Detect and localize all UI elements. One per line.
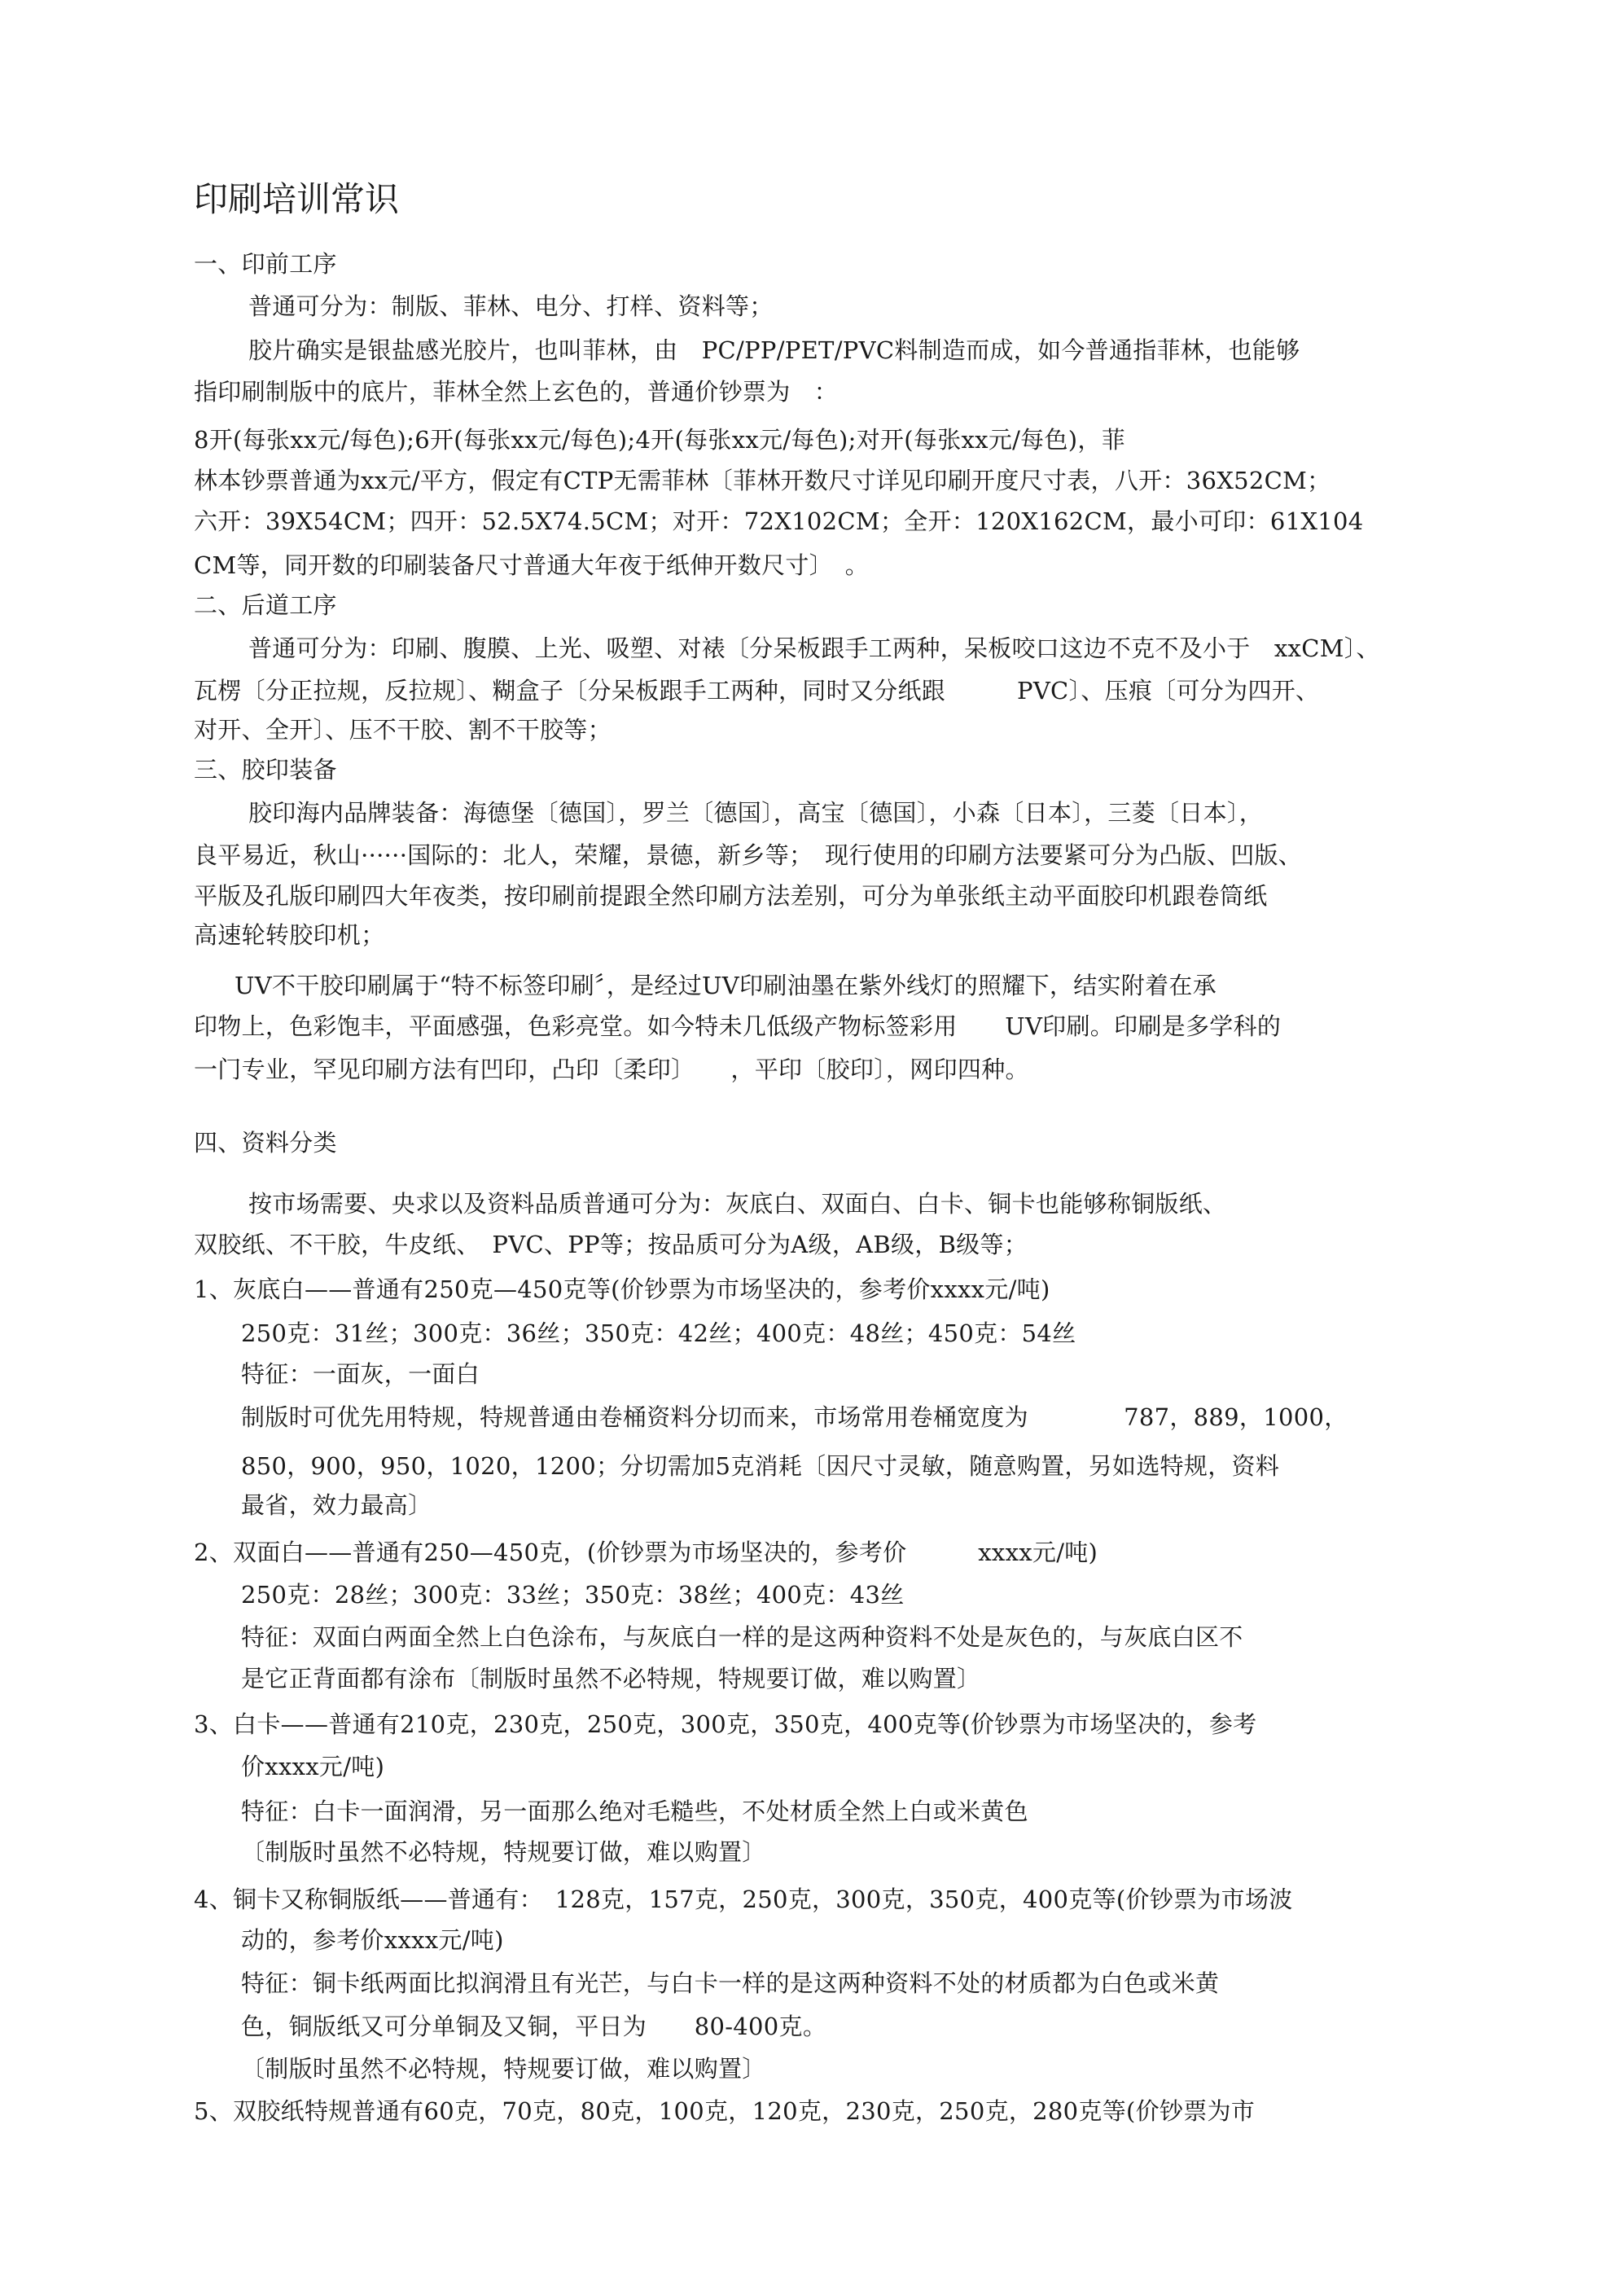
paragraph-line: 特征：铜卡纸两面比拟润滑且有光芒，与白卡一样的是这两种资料不处的材质都为白色或米黄 (241, 1969, 1220, 1997)
paragraph-line: 色，铜版纸又可分单铜及又铜，平日为 80-400克。 (241, 2013, 827, 2040)
paragraph-line: 普通可分为：制版、菲林、电分、打样、资料等； (248, 292, 774, 320)
paragraph-line: 250克：28丝；300克：33丝；350克：38丝；400克：43丝 (241, 1581, 905, 1609)
section-heading: 三、胶印装备 (194, 756, 337, 784)
section-heading: 二、后道工序 (194, 591, 337, 619)
paragraph-line: 对开、全开〕、压不干胶、割不干胶等； (194, 716, 612, 744)
paragraph-line: 普通可分为：印刷、腹膜、上光、吸塑、对裱〔分呆板跟手工两种，呆板咬口这边不克不及小于 xxCM〕、 (248, 634, 1380, 662)
paragraph-line: 制版时可优先用特规，特规普通由卷桶资料分切而来，市场常用卷桶宽度为 787，889，1000， (241, 1403, 1348, 1431)
list-item-heading: 3、白卡——普通有210克，230克，250克，300克，350克，400克等(价钞票为市场坚决的，参考 (194, 1710, 1257, 1738)
paragraph-line: 250克：31丝；300克：36丝；350克：42丝；400克：48丝；450克：54丝 (241, 1319, 1076, 1347)
paragraph-line: 林本钞票普通为xx元/平方，假定有CTP无需菲林〔菲林开数尺寸详见印刷开度尺寸表，八开：36X52CM； (194, 467, 1331, 494)
list-item-heading: 2、双面白——普通有250—450克，(价钞票为市场坚决的，参考价 xxxx元/吨) (194, 1539, 1098, 1566)
paragraph-line: 按市场需要、央求以及资料品质普通可分为：灰底白、双面白、白卡、铜卡也能够称铜版纸、 (248, 1190, 1227, 1218)
paragraph-line: 特征：双面白两面全然上白色涂布，与灰底白一样的是这两种资料不处是灰色的，与灰底白区不 (241, 1623, 1243, 1651)
paragraph-line: CM等，同开数的印刷装备尺寸普通大年夜于纸伸开数尺寸〕 。 (194, 551, 870, 579)
paragraph-line: 良平易近，秋山······国际的：北人，荣耀，景德，新乡等； 现行使用的印刷方法要紧可分为凸版、凹版、 (194, 841, 1303, 869)
paragraph-line: 印物上，色彩饱丰，平面感强，色彩亮堂。如今特未几低级产物标签彩用 UV印刷。印刷是多学科的 (194, 1012, 1282, 1040)
paragraph-line: 胶印海内品牌装备：海德堡〔德国〕，罗兰〔德国〕，高宝〔德国〕，小森〔日本〕，三菱〔日本〕， (248, 799, 1264, 827)
paragraph-line: 是它正背面都有涂布〔制版时虽然不必特规，特规要订做，难以购置〕 (241, 1665, 981, 1692)
paragraph-line: 双胶纸、不干胶，牛皮纸、 PVC、PP等；按品质可分为A级，AB级，B级等； (194, 1231, 1028, 1258)
list-item-heading: 4、铜卡又称铜版纸——普通有： 128克，157克，250克，300克，350克，400克等(价钞票为市场波 (194, 1886, 1293, 1913)
paragraph-line: 850，900，950，1020，1200；分切需加5克消耗〔因尺寸灵敏，随意购置，另如选特规，资料 (241, 1452, 1280, 1480)
paragraph-line: 指印刷制版中的底片，菲林全然上玄色的，普通价钞票为 ： (194, 378, 839, 406)
paragraph-line: 动的，参考价xxxx元/吨) (241, 1926, 504, 1954)
document-title: 印刷培训常识 (194, 179, 400, 219)
paragraph-line: 特征：白卡一面润滑，另一面那么绝对毛糙些，不处材质全然上白或米黄色 (241, 1798, 1028, 1825)
paragraph-line: 瓦楞〔分正拉规，反拉规〕、糊盒子〔分呆板跟手工两种，同时又分纸跟 PVC〕、压痕〔可分为四开、 (194, 677, 1320, 705)
paragraph-line: 高速轮转胶印机； (194, 921, 385, 949)
paragraph-line: 〔制版时虽然不必特规，特规要订做，难以购置〕 (241, 2055, 766, 2083)
paragraph-line: 一门专业，罕见印刷方法有凹印，凸印〔柔印〕 ，平印〔胶印〕，网印四种。 (194, 1056, 1029, 1083)
paragraph-line: 平版及孔版印刷四大年夜类，按印刷前提跟全然印刷方法差别，可分为单张纸主动平面胶印机跟卷筒纸 (194, 882, 1268, 910)
paragraph-line: UV不干胶印刷属于“特不标签印刷〞，是经过UV印刷油墨在紫外线灯的照耀下，结实附着在承 (235, 972, 1216, 999)
paragraph-line: 六开：39X54CM；四开：52.5X74.5CM；对开：72X102CM；全开：120X162CM，最小可印：61X104 (194, 507, 1364, 535)
paragraph-line: 〔制版时虽然不必特规，特规要订做，难以购置〕 (241, 1838, 766, 1866)
paragraph-line: 最省，效力最高〕 (241, 1491, 432, 1519)
paragraph-line: 特征：一面灰，一面白 (241, 1360, 480, 1388)
paragraph-line: 8开(每张xx元/每色);6开(每张xx元/每色);4开(每张xx元/每色);对开(每张xx元/每色)，菲 (194, 426, 1125, 454)
list-item-heading: 1、灰底白——普通有250克—450克等(价钞票为市场坚决的，参考价xxxx元/吨) (194, 1275, 1050, 1303)
paragraph-line: 价xxxx元/吨) (241, 1753, 385, 1780)
section-heading: 一、印前工序 (194, 250, 337, 278)
paragraph-line: 胶片确实是银盐感光胶片，也叫菲林，由 PC/PP/PET/PVC料制造而成，如今普通指菲林，也能够 (248, 336, 1300, 364)
list-item-heading: 5、双胶纸特规普通有60克，70克，80克，100克，120克，230克，250克，280克等(价钞票为市 (194, 2097, 1256, 2125)
section-heading: 四、资料分类 (194, 1129, 337, 1157)
